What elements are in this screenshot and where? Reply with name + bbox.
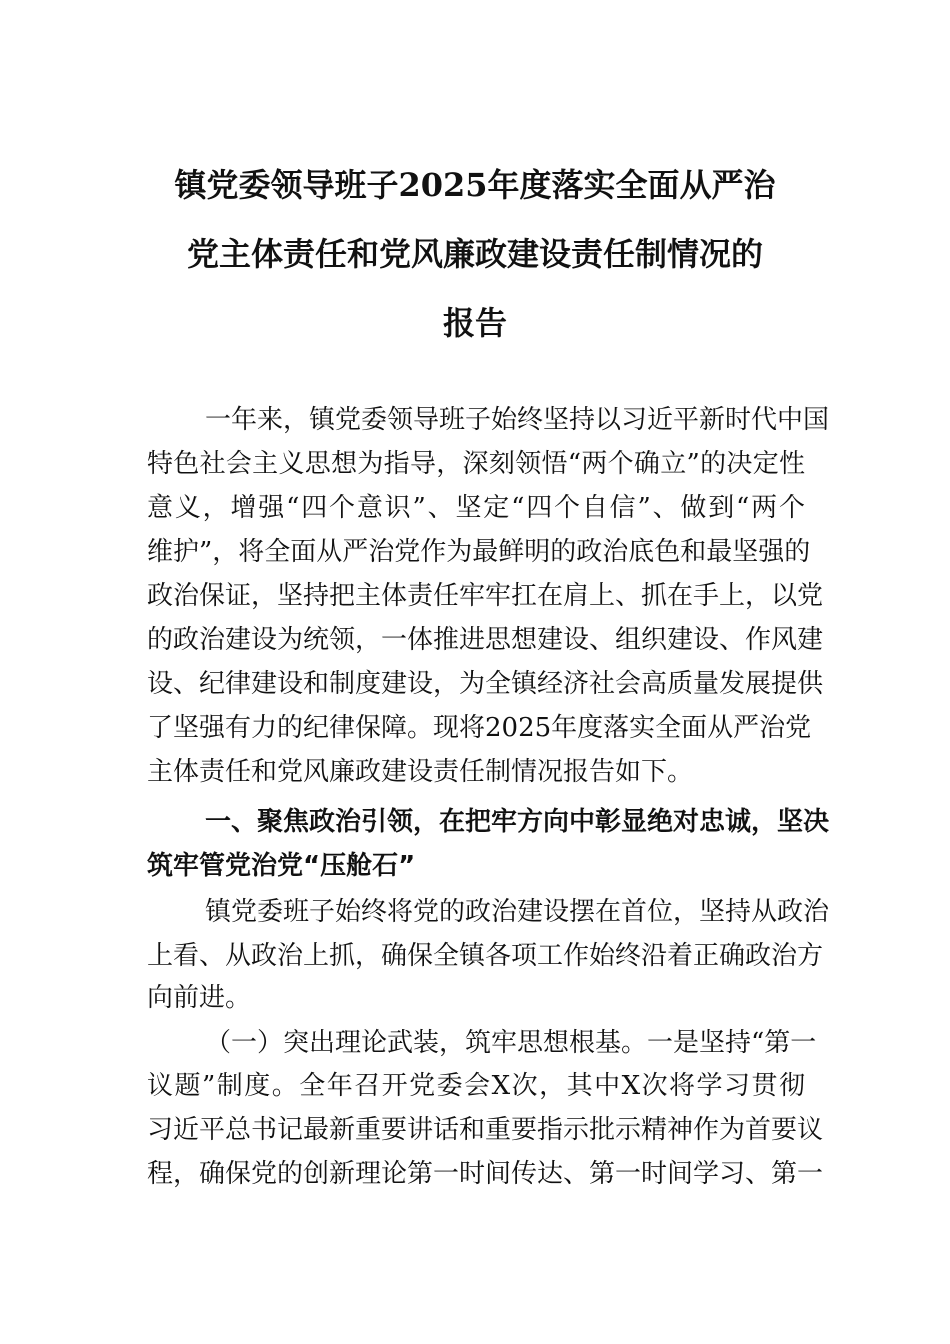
text-line: 主体责任和党风廉政建设责任制情况报告如下。: [147, 757, 694, 787]
document-title-line-2: 党主体责任和党风廉政建设责任制情况的: [186, 235, 763, 273]
text-line: 政治保证，坚持把主体责任牢牢扛在肩上、抓在手上，以党: [147, 581, 824, 611]
heading-line: 筑牢管党治党“压舱石”: [147, 851, 416, 881]
text-line: 维护”，将全面从严治党作为最鲜明的政治底色和最坚强的: [147, 537, 811, 567]
document-title-line-3: 报告: [442, 304, 507, 342]
heading-line: 一、聚焦政治引领，在把牢方向中彰显绝对忠诚，坚决: [205, 807, 830, 837]
text-line: 议题”制度。全年召开党委会X次，其中X次将学习贯彻: [147, 1071, 805, 1101]
text-line: 一年来，镇党委领导班子始终坚持以习近平新时代中国: [205, 405, 830, 435]
text-line: 镇党委班子始终将党的政治建设摆在首位，坚持从政治: [205, 897, 830, 927]
document-title-line-1: 镇党委领导班子2025年度落实全面从严治: [174, 166, 776, 204]
text-line: 程，确保党的创新理论第一时间传达、第一时间学习、第一: [147, 1159, 824, 1189]
text-line: 意义，增强“四个意识”、坚定“四个自信”、做到“两个: [147, 493, 805, 523]
text-line: 设、纪律建设和制度建设，为全镇经济社会高质量发展提供: [147, 669, 824, 699]
text-line: 的政治建设为统领，一体推进思想建设、组织建设、作风建: [147, 625, 824, 655]
text-line: 习近平总书记最新重要讲话和重要指示批示精神作为首要议: [147, 1115, 824, 1145]
text-line: 了坚强有力的纪律保障。现将2025年度落实全面从严治党: [147, 713, 812, 743]
text-line: 特色社会主义思想为指导，深刻领悟“两个确立”的决定性: [147, 449, 805, 479]
text-line: （一）突出理论武装，筑牢思想根基。一是坚持“第一: [205, 1028, 817, 1058]
text-line: 上看、从政治上抓，确保全镇各项工作始终沿着正确政治方: [147, 941, 824, 971]
text-line: 向前进。: [147, 983, 252, 1013]
